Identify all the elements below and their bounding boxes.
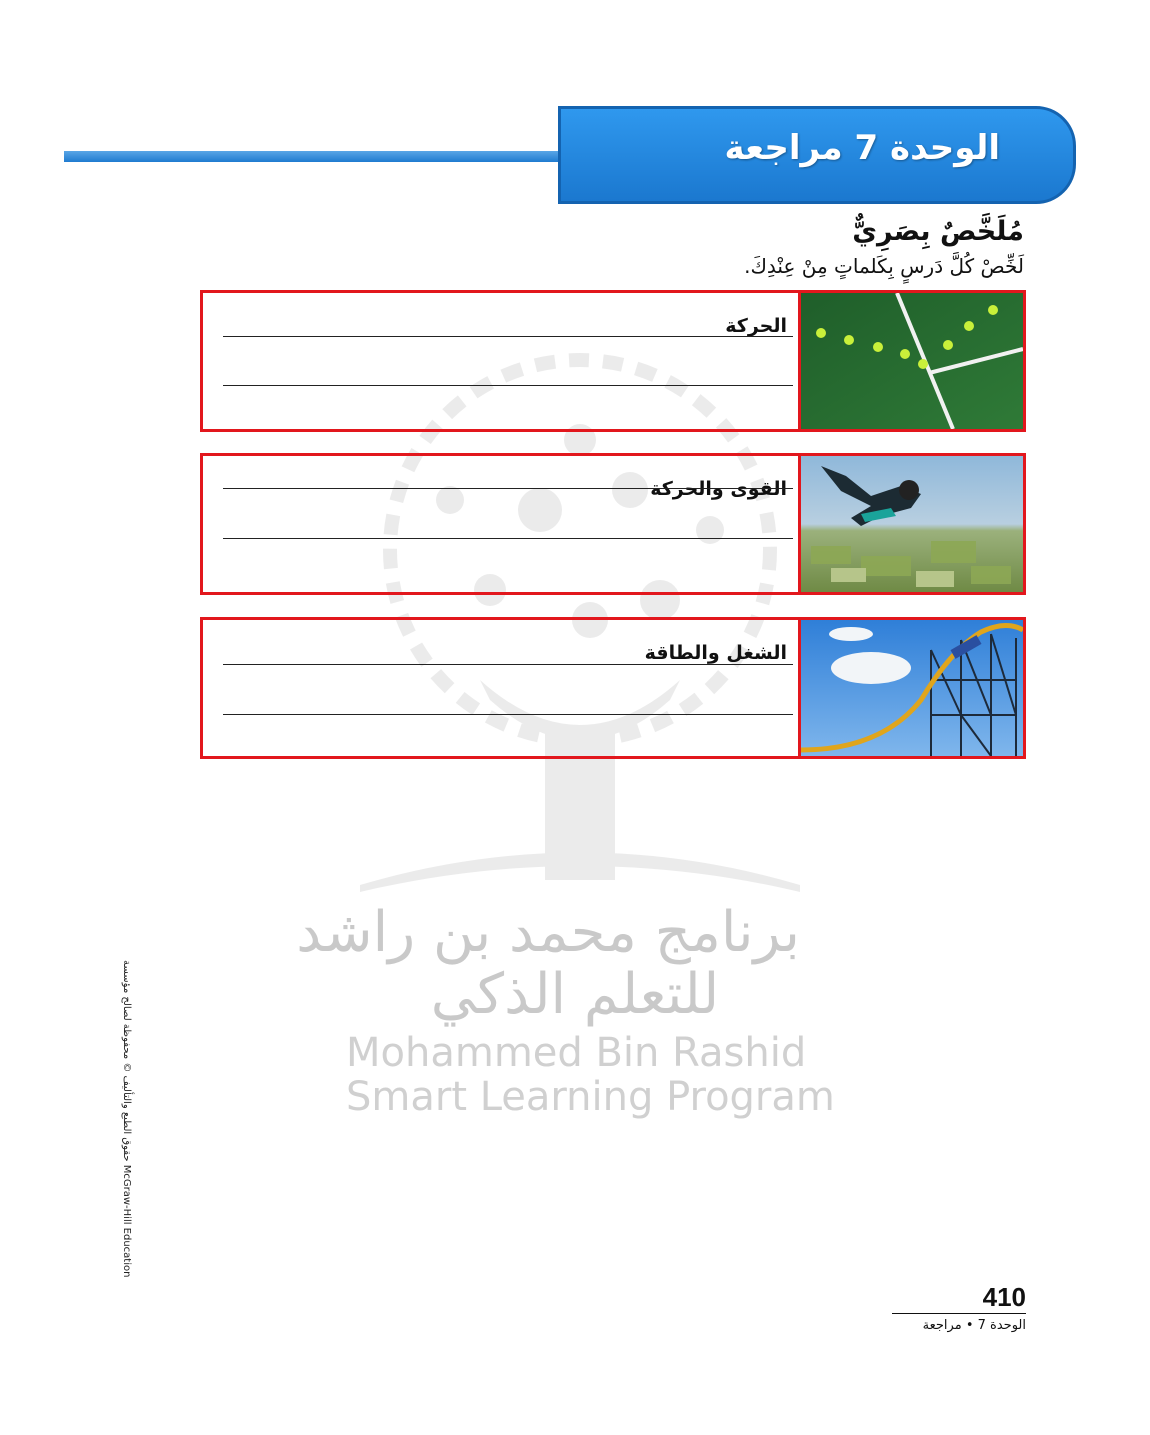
watermark-english-line1: Mohammed Bin Rashid [346,1030,807,1076]
write-line[interactable] [223,714,793,715]
skydiver-photo [798,456,1023,592]
lesson-box-forces-motion [200,453,1026,595]
lesson-label-motion: الحركة [725,315,787,337]
write-line[interactable] [223,488,793,489]
copyright-note: حقوق الطبع والتأليف © محفوظة لصالح مؤسسة McGraw-Hill Education [121,960,132,1278]
lesson-label-forces-motion: القوى والحركة [650,478,787,500]
watermark-arabic-line1: برنامج محمد بن راشد [296,900,800,965]
write-line[interactable] [223,385,793,386]
watermark-english-line2: Smart Learning Program [346,1074,835,1120]
write-line[interactable] [223,336,793,337]
page-number: 410 [982,1282,1026,1312]
page-title: الوحدة 7 مراجعة [724,128,1000,168]
lesson-label-work-energy: الشغل والطاقة [644,642,787,664]
write-line[interactable] [223,538,793,539]
lesson-box-work-energy [200,617,1026,759]
roller-coaster-photo [798,620,1023,756]
tennis-court-balls-photo [798,293,1023,429]
section-heading: مُلَخَّصٌ بِصَرِيٌّ [852,216,1024,247]
write-line[interactable] [223,664,793,665]
watermark-arabic-line2: للتعلم الذكي [430,962,720,1027]
header-rule [64,151,584,162]
instruction-text: لَخِّصْ كُلَّ دَرسٍ بِكَلماتٍ مِنْ عِنْدِكَ. [744,254,1024,278]
footer-caption: الوحدة 7 • مراجعة [922,1318,1026,1333]
footer-rule [892,1313,1026,1314]
lesson-box-motion [200,290,1026,432]
